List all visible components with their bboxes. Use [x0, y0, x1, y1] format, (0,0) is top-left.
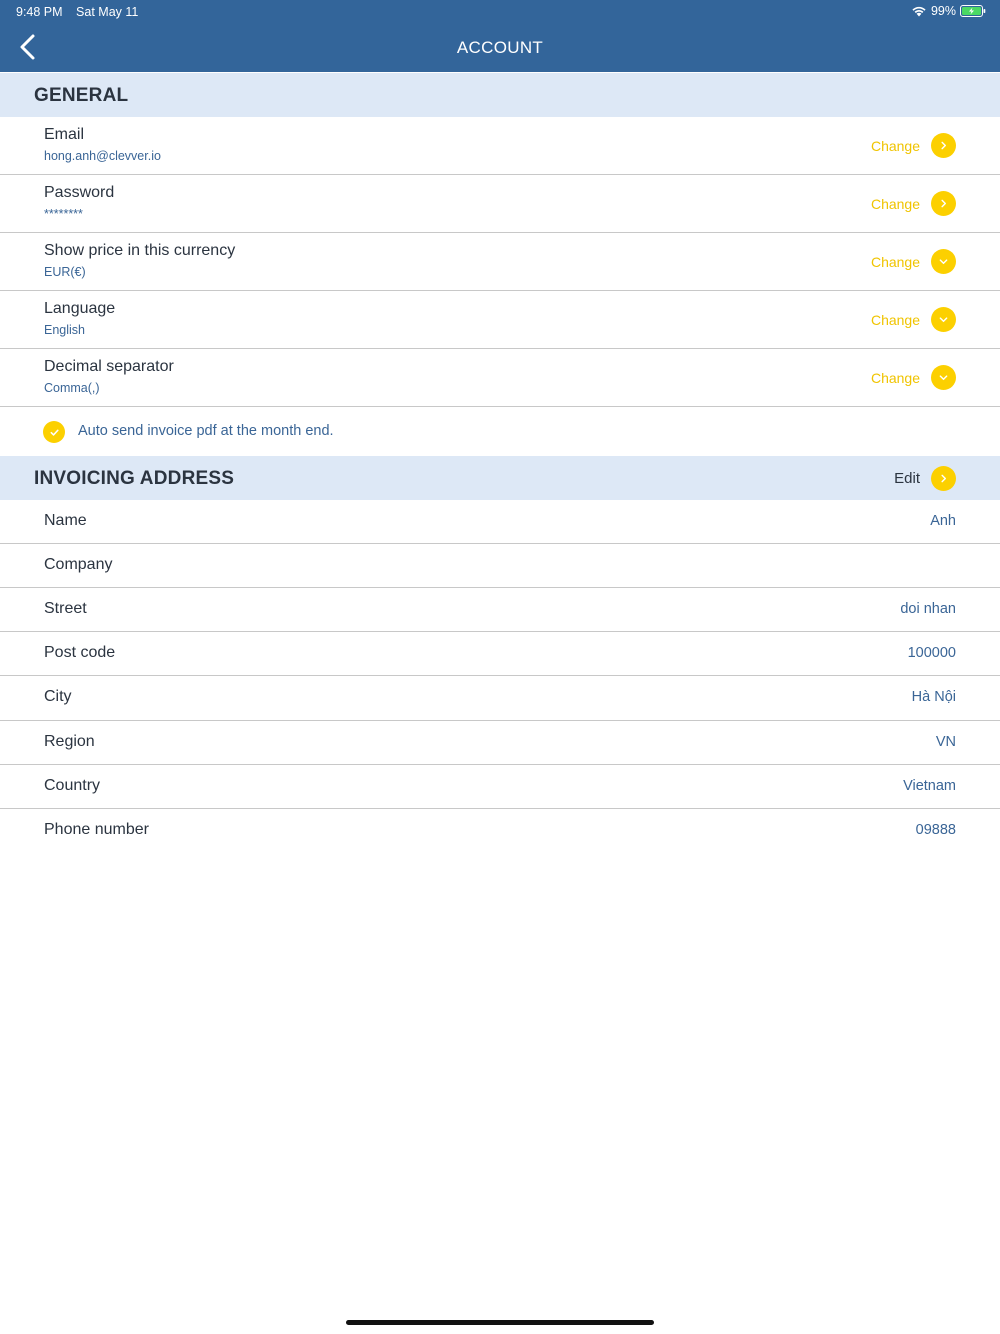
address-row-region — [0, 721, 1000, 765]
decimal-separator-label: Decimal separator — [44, 358, 174, 375]
city-value: Hà Nội — [911, 689, 956, 705]
currency-row[interactable] — [0, 233, 1000, 291]
city-label: City — [44, 688, 72, 705]
email-label: Email — [44, 126, 85, 143]
change-password-button[interactable]: Change — [870, 196, 920, 212]
post-code-value: 100000 — [907, 645, 956, 661]
auto-send-row[interactable] — [0, 407, 1000, 456]
status-time: 9:48 PM — [16, 5, 63, 19]
battery-percent: 99% — [930, 4, 956, 18]
general-section-title: GENERAL — [34, 85, 129, 106]
chevron-down-icon — [939, 257, 948, 266]
general-section-header — [0, 73, 1000, 117]
address-row-street — [0, 588, 1000, 632]
company-label: Company — [44, 556, 113, 573]
wifi-icon — [911, 5, 927, 17]
change-currency-dropdown-button[interactable] — [931, 249, 956, 274]
country-value: Vietnam — [903, 778, 956, 794]
page-title: ACCOUNT — [456, 38, 544, 57]
country-label: Country — [44, 777, 101, 794]
status-bar-right — [911, 4, 986, 18]
change-email-chevron-button[interactable] — [931, 133, 956, 158]
status-date: Sat May 11 — [76, 5, 139, 19]
chevron-down-icon — [939, 373, 948, 382]
change-language-button[interactable]: Change — [870, 312, 920, 328]
change-password-chevron-button[interactable] — [931, 191, 956, 216]
chevron-right-icon — [939, 199, 948, 208]
chevron-down-icon — [939, 315, 948, 324]
email-value: hong.anh@clevver.io — [44, 149, 161, 163]
invoicing-section-title: INVOICING ADDRESS — [34, 468, 235, 489]
language-value: English — [44, 323, 85, 337]
name-value: Anh — [930, 513, 956, 529]
chevron-right-icon — [939, 141, 948, 150]
address-row-name — [0, 500, 1000, 544]
address-row-company — [0, 544, 1000, 588]
status-bar-left — [16, 5, 138, 19]
address-row-city — [0, 676, 1000, 721]
change-email-button[interactable]: Change — [870, 138, 920, 154]
home-indicator[interactable] — [346, 1320, 654, 1325]
edit-address-chevron-button[interactable] — [931, 466, 956, 491]
email-row[interactable] — [0, 117, 1000, 175]
navigation-bar — [0, 0, 1000, 72]
currency-label: Show price in this currency — [44, 242, 236, 259]
auto-send-label: Auto send invoice pdf at the month end. — [78, 423, 334, 439]
change-language-dropdown-button[interactable] — [931, 307, 956, 332]
language-label: Language — [44, 300, 116, 317]
auto-send-checkbox[interactable] — [43, 421, 65, 443]
change-decimal-separator-dropdown-button[interactable] — [931, 365, 956, 390]
address-row-phone — [0, 809, 1000, 853]
street-label: Street — [44, 600, 87, 617]
password-value: ******** — [44, 207, 83, 221]
language-row[interactable] — [0, 291, 1000, 349]
change-decimal-separator-button[interactable]: Change — [870, 370, 920, 386]
checkmark-icon — [49, 427, 60, 438]
street-value: doi nhan — [900, 601, 956, 617]
password-row[interactable] — [0, 175, 1000, 233]
region-value: VN — [935, 734, 956, 750]
currency-value: EUR(€) — [44, 265, 86, 279]
region-label: Region — [44, 733, 95, 750]
password-label: Password — [44, 184, 115, 201]
battery-charging-icon — [960, 5, 986, 17]
post-code-label: Post code — [44, 644, 116, 661]
decimal-separator-row[interactable] — [0, 349, 1000, 407]
phone-number-label: Phone number — [44, 821, 149, 838]
edit-address-button[interactable]: Edit — [894, 470, 920, 487]
invoicing-section-header — [0, 456, 1000, 500]
name-label: Name — [44, 512, 87, 529]
chevron-right-icon — [939, 474, 948, 483]
address-row-country — [0, 765, 1000, 809]
decimal-separator-value: Comma(,) — [44, 381, 100, 395]
address-row-post-code — [0, 632, 1000, 676]
change-currency-button[interactable]: Change — [870, 254, 920, 270]
phone-number-value: 09888 — [915, 822, 956, 838]
